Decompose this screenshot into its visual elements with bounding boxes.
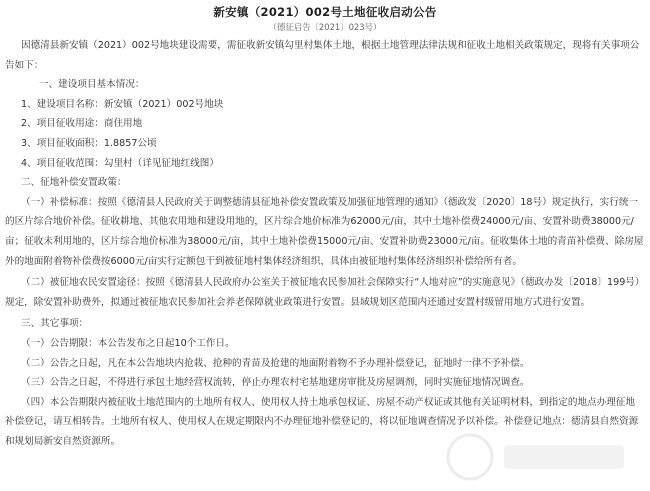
section-3-heading: 三、其它事项： <box>21 318 89 330</box>
registration-item: （四）本公告期限内被征收土地范围内的土地所有权人、使用权人持土地承包权证、房屋不动产权证或其他有关证明材料，到指定的地点办理征地补偿登记，请互相转告。土地所有权人、使用权人在规定期限内不办理征地补偿登记的，将以征地调查情况予以补偿。补偿登记地点：德清县自然资源和规划局新安自然资源所。 <box>5 396 639 447</box>
project-name-item: 1、建设项目名称：新安镇（2021）002号地块 <box>21 98 224 110</box>
project-area-item: 3、项目征收面积：1.8857公顷 <box>21 137 157 149</box>
notice-period-item: （一）公告期限：本公告发布之日起10个工作日。 <box>21 337 235 349</box>
section-1-heading: 一、建设项目基本情况： <box>39 79 145 91</box>
page-title: 新安镇（2021）002号土地征收启动公告 <box>213 5 437 19</box>
transfer-suspension-item: （三）公告之日起，不得进行承包土地经营权流转，停止办理农村宅基地建房审批及房屋调剂，同时实施征地情况调查。 <box>21 377 530 389</box>
compensation-standard-paragraph: （一）补偿标准：按照《德清县人民政府关于调整德清县征地补偿安置政策及加强征地管理的通知》（德政发〔2020〕18号）规定执行，实行统一的区片综合地价补偿。征收耕地、其他农用地和建设用地的，区片综合地价标准为62000元/亩，其中土地补偿费24000元/亩、安置补助费38000元/亩；征收未利用地的，区片综合地价标准为38000元/亩，其中土地补偿费15000元/亩、安置补助费23000元/亩。征收集体土地的青苗补偿费、除房屋外的地面附着物补偿费按6000元/亩实行定额包干到被征地村集体经济组织，具体由被征地村集体经济组织补偿给所有者。 <box>5 196 644 267</box>
resettlement-paragraph: （二）被征地农民安置途径：按照《德清县人民政府办公室关于被征地农民参加社会保障实行“人地对应”的实施意见》（德政办发〔2018〕199号）规定，除安置补助费外，拟通过被征地农民参加社会养老保障就业政策进行安置。县域规划区范围内还通过安置村级留用地方式进行安置。 <box>5 277 640 308</box>
section-2-heading: 二、征地补偿安置政策： <box>21 177 127 189</box>
no-compensation-item: （二）公告之日起，凡在本公告地块内抢栽、抢种的青苗及抢建的地面附着物不予办理补偿登记，征地时一律不予补偿。 <box>21 357 530 369</box>
intro-paragraph: 因德清县新安镇（2021）002号地块建设需要，需征收新安镇勾里村集体土地，根据土地管理法律法规和征收土地相关政策规定，现将有关事项公告如下： <box>5 40 640 71</box>
notice-body <box>5 36 644 451</box>
project-scope-item: 4、项目征收范围：勾里村（详见征地红线图） <box>21 157 219 169</box>
document-number: （德征启告〔2021〕023号） <box>268 22 382 32</box>
project-use-item: 2、项目征收用途：商住用地 <box>21 118 143 130</box>
